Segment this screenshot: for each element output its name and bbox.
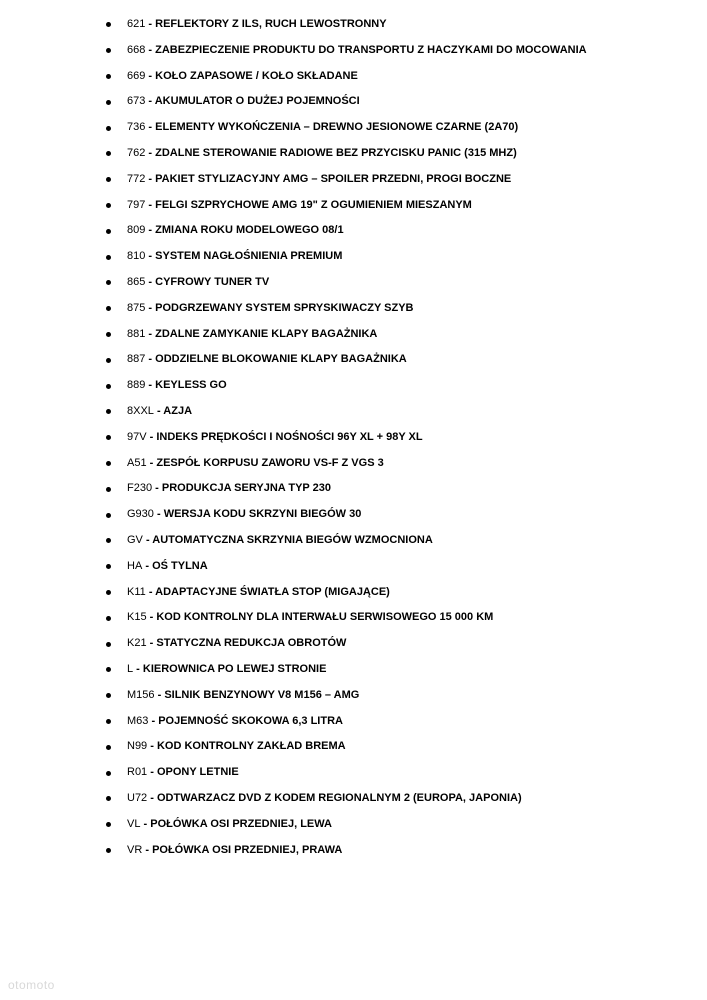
- option-description: KIEROWNICA PO LEWEJ STRONIE: [142, 662, 327, 675]
- separator: -: [145, 146, 156, 159]
- list-item: [0, 115, 707, 141]
- option-code: GV: [127, 533, 143, 546]
- bullet-icon: [106, 358, 111, 363]
- list-item: [0, 683, 707, 709]
- equipment-list: [0, 12, 707, 863]
- list-item: [0, 167, 707, 193]
- list-item: [0, 425, 707, 451]
- list-item: [0, 631, 707, 657]
- option-description: KOD KONTROLNY DLA INTERWAŁU SERWISOWEGO 15 000 KM: [156, 611, 494, 624]
- list-item: [0, 193, 707, 219]
- list-item: [0, 141, 707, 167]
- option-code: 875: [127, 301, 146, 314]
- option-code: 8XXL: [127, 404, 154, 417]
- option-code: VR: [127, 843, 143, 856]
- bullet-icon: [106, 203, 111, 208]
- separator: -: [145, 198, 156, 211]
- option-code: 772: [127, 172, 146, 185]
- bullet-icon: [106, 74, 111, 79]
- option-code: 865: [127, 275, 146, 288]
- list-item: [0, 322, 707, 348]
- separator: -: [147, 766, 157, 779]
- watermark-logo: otomoto: [8, 978, 55, 992]
- list-item: [0, 476, 707, 502]
- option-description: OŚ TYLNA: [152, 559, 208, 572]
- bullet-icon: [106, 538, 111, 543]
- option-code: L: [127, 662, 134, 675]
- separator: -: [145, 301, 156, 314]
- option-description: ADAPTACYJNE ŚWIATŁA STOP (MIGAJĄCE): [155, 585, 390, 598]
- list-item: [0, 734, 707, 760]
- option-code: HA: [127, 559, 143, 572]
- option-description: CYFROWY TUNER TV: [155, 275, 270, 288]
- option-description: KOŁO ZAPASOWE / KOŁO SKŁADANE: [155, 69, 358, 82]
- option-description: PODGRZEWANY SYSTEM SPRYSKIWACZY SZYB: [155, 301, 414, 314]
- option-code: 668: [127, 43, 146, 56]
- separator: -: [145, 18, 156, 30]
- separator: -: [152, 482, 162, 495]
- list-item: [0, 38, 707, 64]
- option-code: K11: [127, 585, 146, 598]
- bullet-icon: [106, 616, 111, 621]
- separator: -: [145, 95, 155, 108]
- separator: -: [147, 791, 157, 804]
- option-description: SYSTEM NAGŁOŚNIENIA PREMIUM: [155, 250, 343, 263]
- separator: -: [154, 688, 165, 701]
- option-description: PRODUKCJA SERYJNA TYP 230: [161, 482, 331, 495]
- separator: -: [153, 508, 164, 521]
- separator: -: [142, 559, 153, 572]
- bullet-icon: [106, 255, 111, 260]
- bullet-icon: [106, 667, 111, 672]
- list-item: [0, 554, 707, 580]
- list-item: [0, 580, 707, 606]
- bullet-icon: [106, 384, 111, 389]
- list-item: [0, 296, 707, 322]
- bullet-icon: [106, 435, 111, 440]
- separator: -: [147, 740, 157, 753]
- bullet-icon: [106, 22, 111, 27]
- separator: -: [142, 533, 153, 546]
- option-description: KEYLESS GO: [155, 379, 227, 392]
- option-code: R01: [127, 766, 148, 779]
- separator: -: [153, 404, 164, 417]
- list-item: [0, 502, 707, 528]
- separator: -: [146, 456, 157, 469]
- bullet-icon: [106, 48, 111, 53]
- list-item: [0, 709, 707, 735]
- bullet-icon: [106, 822, 111, 827]
- option-code: M156: [127, 688, 155, 701]
- option-code: 881: [127, 327, 146, 340]
- list-item: [0, 270, 707, 296]
- option-code: A51: [127, 456, 147, 469]
- list-item: [0, 244, 707, 270]
- bullet-icon: [106, 796, 111, 801]
- option-code: K15: [127, 611, 147, 624]
- bullet-icon: [106, 745, 111, 750]
- bullet-icon: [106, 693, 111, 698]
- option-description: ZABEZPIECZENIE PRODUKTU DO TRANSPORTU Z HACZYKAMI DO MOCOWANIA: [155, 43, 587, 56]
- option-description: PAKIET STYLIZACYJNY AMG – SPOILER PRZEDNI, PROGI BOCZNE: [155, 172, 512, 185]
- separator: -: [145, 379, 156, 392]
- list-item: [0, 605, 707, 631]
- separator: -: [145, 275, 156, 288]
- bullet-icon: [106, 719, 111, 724]
- option-description: ZDALNE STEROWANIE RADIOWE BEZ PRZYCISKU PANIC (315 MHZ): [155, 146, 517, 159]
- option-description: AZJA: [163, 404, 193, 417]
- list-item: [0, 657, 707, 683]
- separator: -: [133, 662, 143, 675]
- option-code: M63: [127, 714, 149, 727]
- separator: -: [145, 353, 156, 366]
- option-description: OPONY LETNIE: [156, 766, 239, 779]
- bullet-icon: [106, 409, 111, 414]
- bullet-icon: [106, 306, 111, 311]
- option-description: ODDZIELNE BLOKOWANIE KLAPY BAGAŻNIKA: [155, 353, 407, 366]
- option-code: F230: [127, 482, 153, 495]
- bullet-icon: [106, 280, 111, 285]
- option-code: 889: [127, 379, 146, 392]
- option-description: ZMIANA ROKU MODELOWEGO 08/1: [155, 224, 344, 237]
- option-code: K21: [127, 637, 147, 650]
- separator: -: [145, 585, 156, 598]
- list-item: [0, 218, 707, 244]
- bullet-icon: [106, 771, 111, 776]
- separator: -: [146, 430, 157, 443]
- option-description: REFLEKTORY Z ILS, RUCH LEWOSTRONNY: [155, 18, 387, 30]
- option-code: N99: [127, 740, 148, 753]
- bullet-icon: [106, 229, 111, 234]
- list-item: [0, 399, 707, 425]
- separator: -: [145, 69, 156, 82]
- list-item: [0, 838, 707, 864]
- option-description: POŁÓWKA OSI PRZEDNIEJ, LEWA: [150, 817, 332, 830]
- option-code: 809: [127, 224, 146, 237]
- list-item: [0, 12, 707, 38]
- list-item: [0, 64, 707, 90]
- option-description: ZESPÓŁ KORPUSU ZAWORU VS-F Z VGS 3: [156, 456, 384, 469]
- list-item: [0, 451, 707, 477]
- option-code: U72: [127, 791, 148, 804]
- option-code: VL: [127, 817, 141, 830]
- option-description: POJEMNOŚĆ SKOKOWA 6,3 LITRA: [158, 714, 343, 727]
- bullet-icon: [106, 642, 111, 647]
- separator: -: [145, 43, 156, 56]
- list-item: [0, 812, 707, 838]
- bullet-icon: [106, 332, 111, 337]
- separator: -: [142, 843, 153, 856]
- list-item: [0, 528, 707, 554]
- separator: -: [145, 172, 156, 185]
- option-description: KOD KONTROLNY ZAKŁAD BREMA: [156, 740, 346, 753]
- option-code: 621: [127, 18, 146, 30]
- separator: -: [145, 121, 156, 134]
- separator: -: [146, 611, 157, 624]
- option-code: 762: [127, 146, 146, 159]
- bullet-icon: [106, 100, 111, 105]
- list-item: [0, 347, 707, 373]
- option-code: 797: [127, 198, 146, 211]
- option-description: ZDALNE ZAMYKANIE KLAPY BAGAŻNIKA: [155, 327, 378, 340]
- option-code: 810: [127, 250, 146, 263]
- option-description: WERSJA KODU SKRZYNI BIEGÓW 30: [163, 508, 362, 521]
- option-description: STATYCZNA REDUKCJA OBROTÓW: [156, 637, 347, 650]
- separator: -: [145, 250, 156, 263]
- list-item: [0, 760, 707, 786]
- option-code: 97V: [127, 430, 147, 443]
- option-description: POŁÓWKA OSI PRZEDNIEJ, PRAWA: [152, 843, 343, 856]
- list-item: [0, 373, 707, 399]
- bullet-icon: [106, 177, 111, 182]
- option-description: INDEKS PRĘDKOŚCI I NOŚNOŚCI 96Y XL + 98Y XL: [156, 430, 423, 443]
- option-code: 887: [127, 353, 146, 366]
- option-code: 673: [127, 95, 146, 108]
- option-code: 669: [127, 69, 146, 82]
- separator: -: [140, 817, 151, 830]
- option-description: ELEMENTY WYKOŃCZENIA – DREWNO JESIONOWE CZARNE (2A70): [155, 121, 519, 134]
- bullet-icon: [106, 590, 111, 595]
- option-description: AKUMULATOR O DUŻEJ POJEMNOŚCI: [154, 95, 360, 108]
- list-item: [0, 786, 707, 812]
- separator: -: [148, 714, 159, 727]
- option-code: G930: [127, 508, 154, 521]
- bullet-icon: [106, 848, 111, 853]
- bullet-icon: [106, 513, 111, 518]
- bullet-icon: [106, 487, 111, 492]
- separator: -: [146, 637, 157, 650]
- option-description: SILNIK BENZYNOWY V8 M156 – AMG: [164, 688, 360, 701]
- separator: -: [145, 327, 156, 340]
- option-description: FELGI SZPRYCHOWE AMG 19" Z OGUMIENIEM MIESZANYM: [155, 198, 472, 211]
- bullet-icon: [106, 461, 111, 466]
- bullet-icon: [106, 151, 111, 156]
- option-code: 736: [127, 121, 146, 134]
- bullet-icon: [106, 564, 111, 569]
- bullet-icon: [106, 126, 111, 131]
- list-item: [0, 89, 707, 115]
- separator: -: [145, 224, 156, 237]
- option-description: ODTWARZACZ DVD Z KODEM REGIONALNYM 2 (EUROPA, JAPONIA): [156, 791, 522, 804]
- option-description: AUTOMATYCZNA SKRZYNIA BIEGÓW WZMOCNIONA: [152, 533, 433, 546]
